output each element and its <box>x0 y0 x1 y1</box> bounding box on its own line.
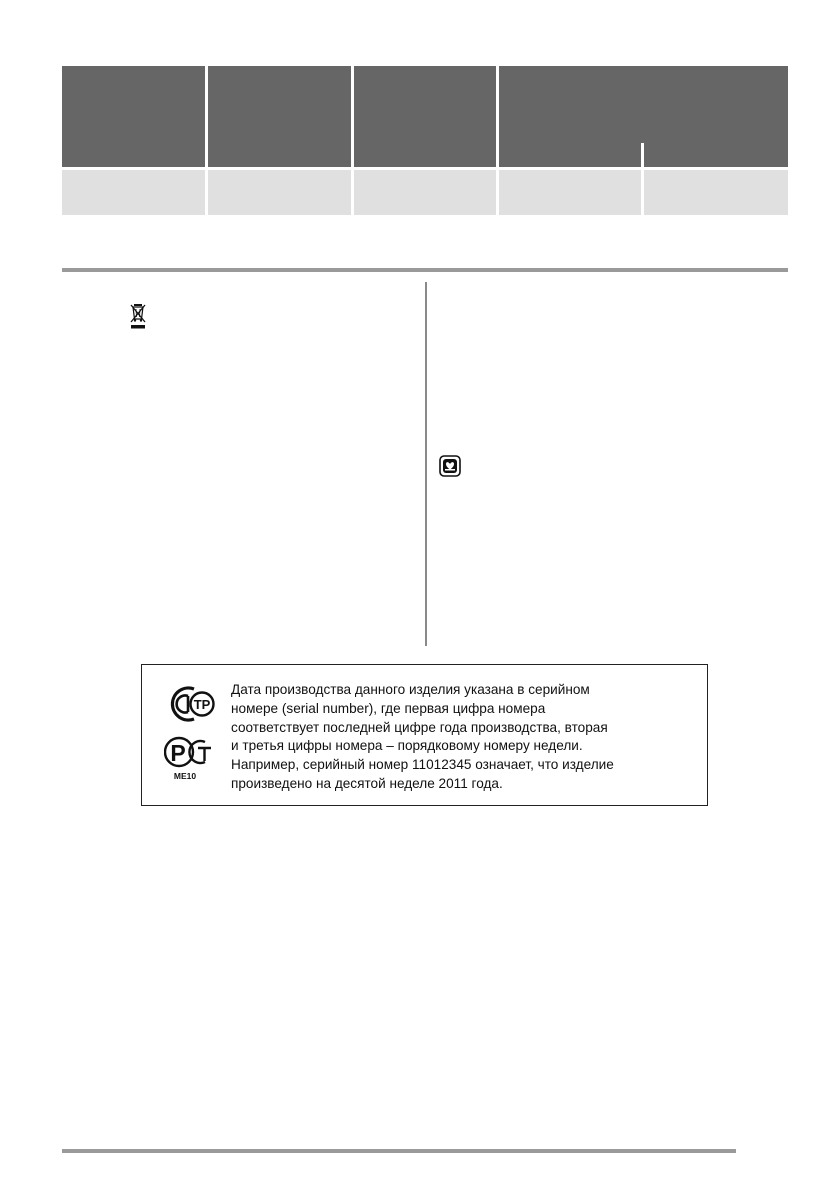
table-header-subcell <box>644 143 788 167</box>
section-divider <box>62 268 788 272</box>
environment-icon <box>439 455 461 477</box>
certification-code: ME10 <box>173 771 197 781</box>
crossed-out-bin-icon <box>130 302 146 330</box>
info-line: номере (serial number), где первая цифра номера <box>231 700 546 716</box>
pct-certification-mark-icon <box>164 735 216 769</box>
info-line: соответствует последней цифре года производства, вторая <box>231 719 608 735</box>
production-date-text <box>231 681 701 794</box>
table-header-cell <box>354 66 496 167</box>
info-line: и третья цифры номера – порядковому номеру недели. <box>231 738 583 754</box>
pct-mark-letter: Р <box>170 740 186 766</box>
table-data-cell <box>644 170 788 215</box>
specification-table <box>62 66 788 215</box>
info-line: Например, серийный номер 11012345 означает, что изделие <box>231 757 614 773</box>
table-data-cell <box>499 170 641 215</box>
eac-certification-mark-icon <box>164 684 216 724</box>
table-header-subcell <box>499 143 641 167</box>
table-header-cell <box>208 66 351 167</box>
footer-divider <box>62 1149 736 1153</box>
table-data-cell <box>62 170 205 215</box>
table-data-cell <box>208 170 351 215</box>
column-divider <box>425 282 427 646</box>
table-header-cell <box>62 66 205 167</box>
info-line: Дата производства данного изделия указана в серийном <box>231 682 590 697</box>
table-header-cell <box>499 66 788 143</box>
table-data-cell <box>354 170 496 215</box>
eac-mark-letters: ТР <box>193 697 211 712</box>
production-date-info-box <box>141 664 708 806</box>
info-line: произведено на десятой неделе 2011 года. <box>231 775 503 791</box>
